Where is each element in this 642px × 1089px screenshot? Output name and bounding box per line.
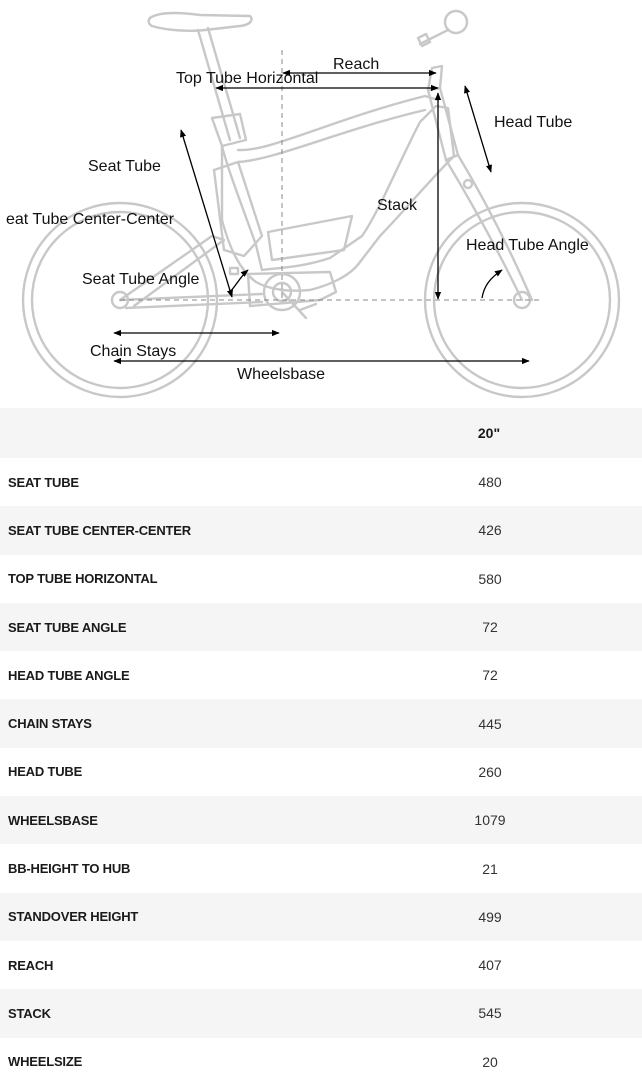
label-top-tube-horizontal: Top Tube Horizontal (176, 70, 319, 87)
diagram-labels (6, 56, 589, 383)
size-header: 20" (477, 425, 501, 441)
row-label: STANDOVER HEIGHT (8, 909, 139, 925)
header-blank (0, 408, 338, 458)
label-head-tube-angle: Head Tube Angle (466, 237, 589, 254)
row-label: SEAT TUBE (8, 474, 79, 490)
row-value: 72 (482, 667, 498, 684)
table-row (0, 844, 642, 892)
label-seat-tube-angle: Seat Tube Angle (82, 271, 200, 288)
row-label: HEAD TUBE ANGLE (8, 667, 130, 683)
table-row (0, 989, 642, 1037)
table-row (0, 748, 642, 796)
table-header-row (0, 408, 642, 458)
label-stack: Stack (377, 197, 418, 214)
row-value: 580 (478, 570, 502, 587)
table-row (0, 796, 642, 844)
row-value: 445 (478, 715, 502, 732)
table-row (0, 555, 642, 603)
geometry-table (0, 408, 642, 1086)
label-reach: Reach (333, 56, 380, 73)
row-label: TOP TUBE HORIZONTAL (8, 571, 158, 587)
row-label: BB-HEIGHT TO HUB (8, 861, 131, 877)
label-head-tube: Head Tube (494, 114, 573, 131)
head-tube-arrow (465, 86, 491, 172)
head-tube-angle-arc (482, 270, 502, 298)
bike-illustration (23, 11, 619, 397)
row-label: REACH (8, 957, 54, 973)
table-row (0, 699, 642, 747)
row-value: 20 (482, 1053, 498, 1070)
table-row (0, 651, 642, 699)
table-body (0, 458, 642, 1086)
row-value: 480 (478, 474, 502, 491)
table-row (0, 506, 642, 554)
row-label: WHEELSBASE (8, 812, 98, 828)
row-value: 499 (478, 908, 502, 925)
row-label: WHEELSIZE (8, 1054, 83, 1070)
row-value: 545 (478, 1005, 502, 1022)
geometry-diagram (0, 0, 642, 408)
label-wheelsbase: Wheelsbase (237, 366, 326, 383)
table-row (0, 603, 642, 651)
label-chain-stays: Chain Stays (90, 343, 177, 360)
row-value: 407 (478, 957, 502, 974)
row-value: 260 (478, 763, 502, 780)
label-seat-tube-center-center: eat Tube Center-Center (6, 211, 175, 228)
row-label: SEAT TUBE CENTER-CENTER (8, 522, 191, 538)
table-row (0, 458, 642, 506)
row-value: 72 (482, 619, 498, 636)
row-value: 21 (482, 860, 498, 877)
table-row (0, 941, 642, 989)
saddle (149, 13, 252, 31)
label-seat-tube: Seat Tube (88, 158, 161, 175)
table-row (0, 893, 642, 941)
row-label: STACK (8, 1005, 51, 1021)
measurement-arrows (114, 73, 529, 361)
table-row (0, 1038, 642, 1086)
row-label: CHAIN STAYS (8, 716, 92, 732)
row-value: 1079 (474, 812, 506, 829)
row-label: HEAD TUBE (8, 764, 83, 780)
row-label: SEAT TUBE ANGLE (8, 619, 127, 635)
row-value: 426 (478, 522, 502, 539)
